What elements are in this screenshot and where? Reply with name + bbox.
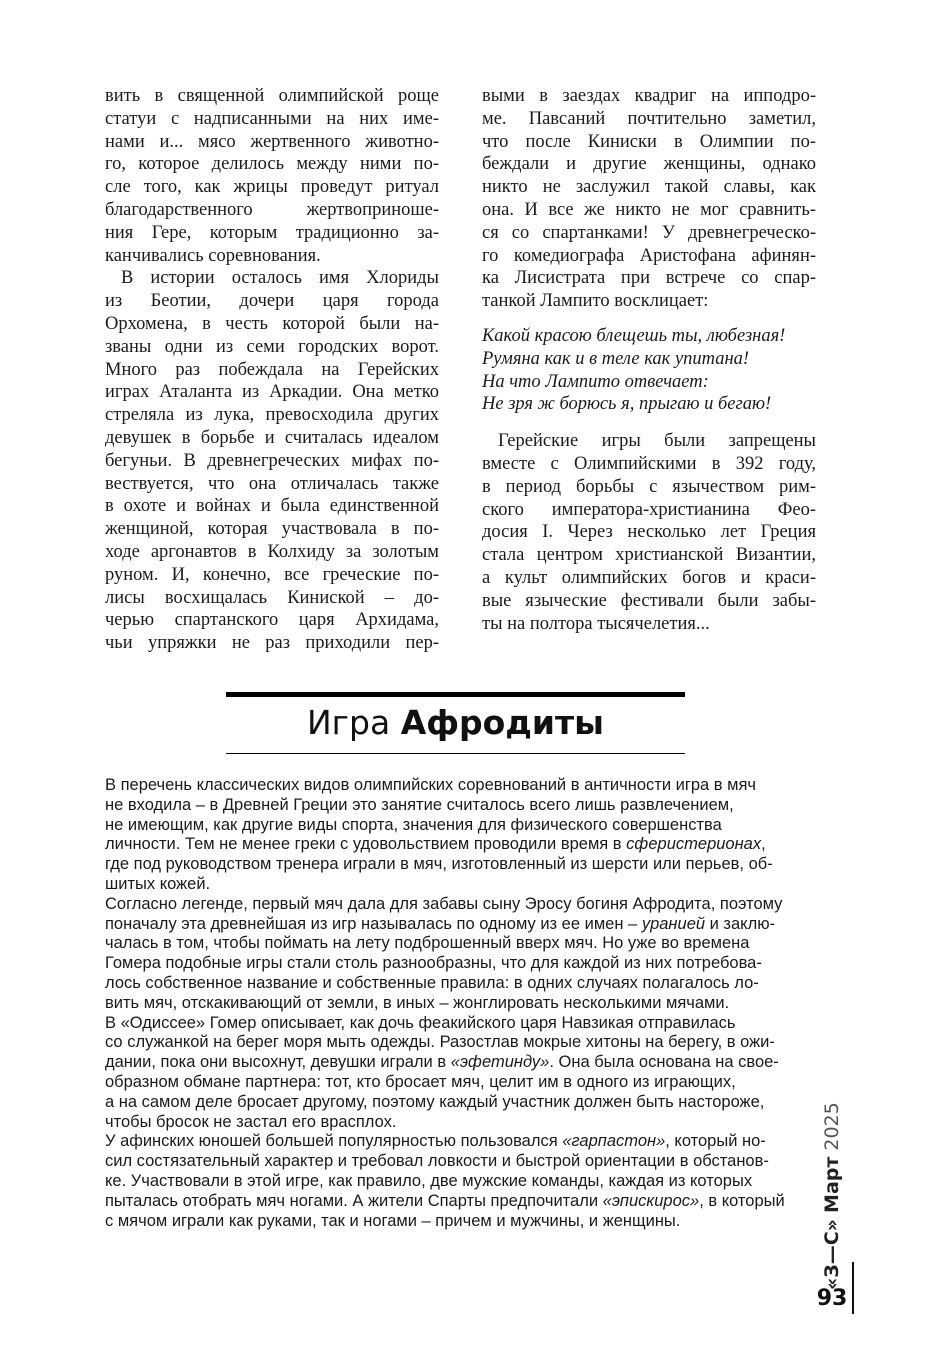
right-column-top-paragraph xyxy=(482,85,816,313)
text-line: вествуется, что она отличалась также xyxy=(105,473,439,494)
body-line: лось собственное название и собственные правила: в одних случаях полагалось ло- xyxy=(105,973,759,992)
text-line: она. И все же никто не мог сравнить- xyxy=(482,199,816,220)
verse-line: Румяна как и в теле как упитана! xyxy=(482,348,750,369)
text-line: из Беотии, дочери царя города xyxy=(105,291,439,312)
text-line: Много раз побеждала на Герейских xyxy=(105,359,439,380)
text-line: танкой Лампито восклицает: xyxy=(482,291,709,312)
italic-term: сферистерионах xyxy=(626,835,762,854)
body-line: Согласно легенде, первый мяч дала для забавы сыну Эросу богиня Афродита, поэтому xyxy=(105,894,783,913)
body-line: а на самом деле бросает другому, поэтому каждый участник должен быть настороже, xyxy=(105,1092,765,1111)
magazine-name: «З—С» xyxy=(821,1219,843,1290)
text-line: вместе с Олимпийскими в 392 году, xyxy=(482,453,816,474)
body-line: шитых кожей. xyxy=(105,874,211,893)
body-line: дании, пока они высохнут, девушки играли в «эфетинду». Она была основана на свое- xyxy=(105,1053,779,1072)
text-line: девушек в борьбе и считалась идеалом xyxy=(105,427,439,448)
text-line: В истории осталось имя Хлориды xyxy=(121,268,439,289)
right-text-column xyxy=(482,85,816,635)
page-number: 93 xyxy=(816,1286,848,1311)
text-line: ме. Павсаний почтительно заметил, xyxy=(482,108,816,129)
text-line: го комедиографа Аристофана афинян- xyxy=(482,245,816,266)
italic-term: уранией xyxy=(641,914,706,933)
issue-year: 2025 xyxy=(821,1102,843,1151)
body-line: личности. Тем не менее греки с удовольствием проводили время в сферистерионах, xyxy=(105,835,766,854)
text-line: бегуньи. В древнегреческих мифах по- xyxy=(105,450,439,471)
text-line: что после Киниски в Олимпии по- xyxy=(482,131,816,152)
text-line: канчивались соревнования. xyxy=(105,245,321,266)
text-line: лисы восхищалась Киниской – до- xyxy=(105,587,439,608)
body-line: вить мяч, отскакивающий от земли, в иных – жонглировать несколькими мячами. xyxy=(105,993,730,1012)
text-line: нами и... мясо жертвенного животно- xyxy=(105,131,439,152)
text-line: женщиной, которая участвовала в по- xyxy=(105,519,439,540)
text-line: ходе аргонавтов в Колхиду за золотым xyxy=(105,541,439,562)
text-line: руном. И, конечно, все греческие по- xyxy=(105,564,439,585)
text-line: стала центром христианской Византии, xyxy=(482,545,816,566)
text-line: ка Лисистрата при встрече со спар- xyxy=(482,268,816,289)
body-line: образном обмане партнера: тот, кто бросает мяч, целит им в одного из играющих, xyxy=(105,1072,736,1091)
text-line: выми в заездах квадриг на ипподро- xyxy=(482,86,816,106)
text-line: в период борьбы с язычеством рим- xyxy=(482,476,816,497)
text-line: стреляла из лука, превосходила других xyxy=(105,405,439,426)
text-line: Герейские игры были запрещены xyxy=(498,431,816,452)
italic-term: «гарпастон» xyxy=(562,1132,666,1151)
text-line: ского императора-христианина Фео- xyxy=(482,499,816,520)
verse-line: Не зря ж борюсь я, прыгаю и бегаю! xyxy=(482,394,772,415)
body-line: В «Одиссее» Гомер описывает, как дочь феакийского царя Навзикая отправилась xyxy=(105,1013,736,1032)
text-line: ния Гере, которым традиционно за- xyxy=(105,222,439,243)
body-line: чтобы бросок не застал его врасплох. xyxy=(105,1112,397,1131)
body-line: В перечень классических видов олимпийских соревнований в античности игра в мяч xyxy=(105,776,757,794)
body-line: где под руководством тренера играли в мяч, изготовленный из шерсти или перьев, об- xyxy=(105,855,773,874)
body-line: чалась в том, чтобы поймать на лету подброшенный вверх мяч. Но уже во времена xyxy=(105,934,750,953)
page-number-rule xyxy=(852,1262,854,1314)
magazine-issue-label xyxy=(818,1090,846,1290)
text-line: беждали и другие женщины, однако xyxy=(482,154,816,175)
text-line: играх Аталанта из Аркадии. Она метко xyxy=(105,382,439,403)
text-line: ся со спартанками! У древнегреческо- xyxy=(482,222,816,243)
text-line: сле того, как жрицы проведут ритуал xyxy=(105,177,439,198)
section-title-part1: Игра xyxy=(306,703,391,742)
right-column-bottom-paragraph xyxy=(482,430,816,635)
text-line: вые языческие фестивали были забы- xyxy=(482,590,816,611)
text-line: статуи с надписанными на них име- xyxy=(105,108,439,129)
article-body-sans xyxy=(105,776,805,1231)
text-line: в охоте и войнах и была единственной xyxy=(105,496,439,517)
body-line: Гомера подобные игры стали столь разнообразны, что для каждой из них потребова- xyxy=(105,954,762,973)
text-line: Орхомена, в честь которой были на- xyxy=(105,313,439,334)
body-line: со служанкой на берег моря мыть одежды. Разостлав мокрые хитоны на берегу, в ожи- xyxy=(105,1033,775,1052)
text-line: никто не заслужил такой славы, как xyxy=(482,177,816,198)
section-title-part2: Афродиты xyxy=(400,703,605,742)
body-line: ке. Участвовали в этой игре, как правило, две мужские команды, каждая из которых xyxy=(105,1171,753,1190)
verse-quote xyxy=(482,325,816,416)
section-title xyxy=(226,692,685,754)
verse-line: На что Лампито отвечает: xyxy=(482,371,709,392)
body-line: сил состязательный характер и требовал ловкости и быстрой ориентации в обстанов- xyxy=(105,1152,769,1171)
body-line: пыталась отобрать мяч ногами. А жители Спарты предпочитали «эпискирос», в который xyxy=(105,1191,785,1210)
text-line: ты на полтора тысячелетия... xyxy=(482,613,710,634)
body-line: не имеющим, как другие виды спорта, значения для физического совершенства xyxy=(105,815,722,834)
italic-term: «эфетинду» xyxy=(450,1053,550,1072)
italic-term: «эпискирос» xyxy=(602,1191,700,1210)
body-line: не входила – в Древней Греции это занятие считалось всего лишь развлечением, xyxy=(105,795,734,814)
text-line: досия I. Через несколько лет Греция xyxy=(482,522,816,543)
text-line: го, которое делилось между ними по- xyxy=(105,154,439,175)
text-line: благодарственного жертвоприноше- xyxy=(105,199,439,220)
body-line: с мячом играли как руками, так и ногами – причем и мужчины, и женщины. xyxy=(105,1211,681,1230)
text-line: званы одни из семи городских ворот. xyxy=(105,336,439,357)
text-line: черью спартанского царя Архидама, xyxy=(105,610,439,631)
left-text-column xyxy=(105,85,439,655)
text-line: чьи упряжки не раз приходили пер- xyxy=(105,633,439,654)
body-line: У афинских юношей большей популярностью пользовался «гарпастон», который но- xyxy=(105,1132,766,1151)
text-line: а культ олимпийских богов и краси- xyxy=(482,567,816,588)
verse-line: Какой красою блещешь ты, любезная! xyxy=(482,325,786,346)
text-line: вить в священной олимпийской роще xyxy=(105,86,439,106)
body-line: поначалу эта древнейшая из игр называлась по одному из ее имен – уранией и заклю- xyxy=(105,914,776,933)
issue-month: Март xyxy=(821,1156,843,1213)
